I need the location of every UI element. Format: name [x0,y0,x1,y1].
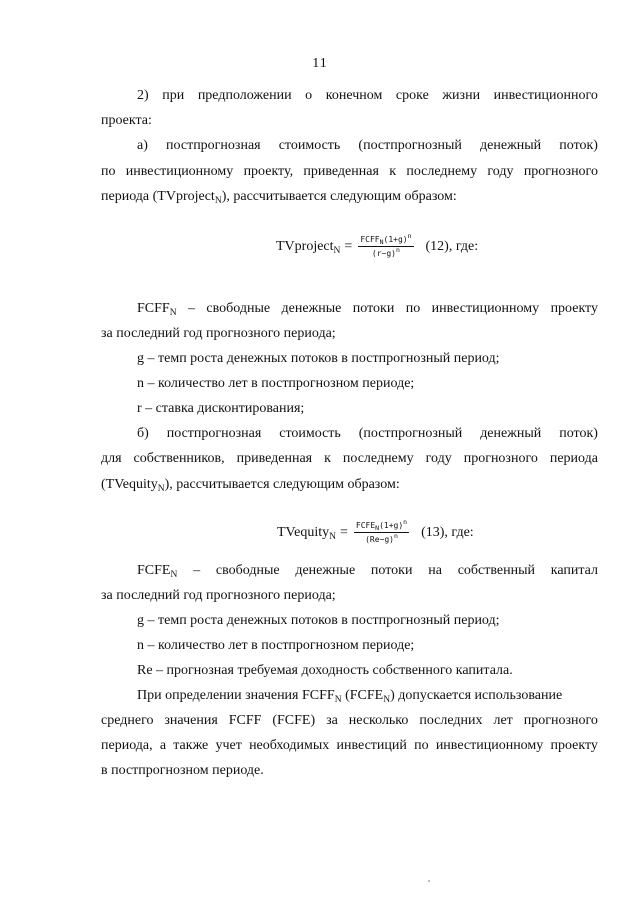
def-g-2: g – темп роста денежных потоков в постпрогнозный период; [137,613,500,628]
para-b-line-2: для собственников, приведенная к последнему году прогнозного периода [101,451,598,466]
formula-13-fraction: $\frac{FCFE_N(1+g)^n}{(Re-g)^n}$ [355,518,408,544]
def-n-1: n – количество лет в постпрогнозном периоде; [137,376,415,391]
def-r: r – ставка дисконтирования; [137,401,305,416]
def-g-1: g – темп роста денежных потоков в постпрогнозный период; [137,351,500,366]
def-fcfe-line-1: $FCFE_N$ – свободные денежные потоки на собственный капитал [137,563,598,580]
para-2-line-1: 2) при предположении о конечном сроке жизни инвестиционного [137,88,598,103]
scan-speck [428,880,430,882]
page-number: 11 [312,56,328,71]
def-fcff-line-2: за последний год прогнозного периода; [101,326,336,341]
para-a-line-1: а) постпрогнозная стоимость (постпрогнозный денежный поток) [137,138,598,153]
final-line-1: При определении значения $FCFF_N$ $(FCFE_N)$ допускается использование [137,688,563,705]
formula-12-fraction: $\frac{FCFF_N(1+g)^n}{(r-g)^n}$ [360,232,412,258]
formula-12-ref: (12), где: [425,238,479,254]
para-2-line-2: проекта: [101,113,152,128]
formula-13: TVequity$_N$ = $\frac{FCFE_N(1+g)^n}{(Re-g)^n}$ (13), где: [277,518,474,544]
def-re: Re – прогнозная требуемая доходность собственного капитала. [137,663,513,678]
final-line-3: периода, а также учет необходимых инвестиций по инвестиционному проекту [101,738,598,753]
formula-12: TVproject$_N$ = $\frac{FCFF_N(1+g)^n}{(r-g)^n}$ (12), где: [276,232,479,258]
final-line-4: в постпрогнозном периоде. [101,763,264,778]
def-fcff-line-1: $FCFF_N$ – свободные денежные потоки по инвестиционному проекту [137,301,598,318]
formula-13-ref: (13), где: [421,524,474,540]
para-b-line-1: б) постпрогнозная стоимость (постпрогнозный денежный поток) [137,426,598,441]
def-n-2: n – количество лет в постпрогнозном периоде; [137,638,415,653]
final-line-2: среднего значения FCFF (FCFE) за несколько последних лет прогнозного [101,713,598,728]
def-fcfe-line-2: за последний год прогнозного периода; [101,588,336,603]
para-a-line-2: по инвестиционному проекту, приведенная к последнему году прогнозного [101,164,598,179]
para-b-line-3: (TVequity$_N$), рассчитывается следующим образом: [101,477,400,494]
para-a-line-3: периода (TVproject$_N$), рассчитывается следующим образом: [101,189,457,206]
